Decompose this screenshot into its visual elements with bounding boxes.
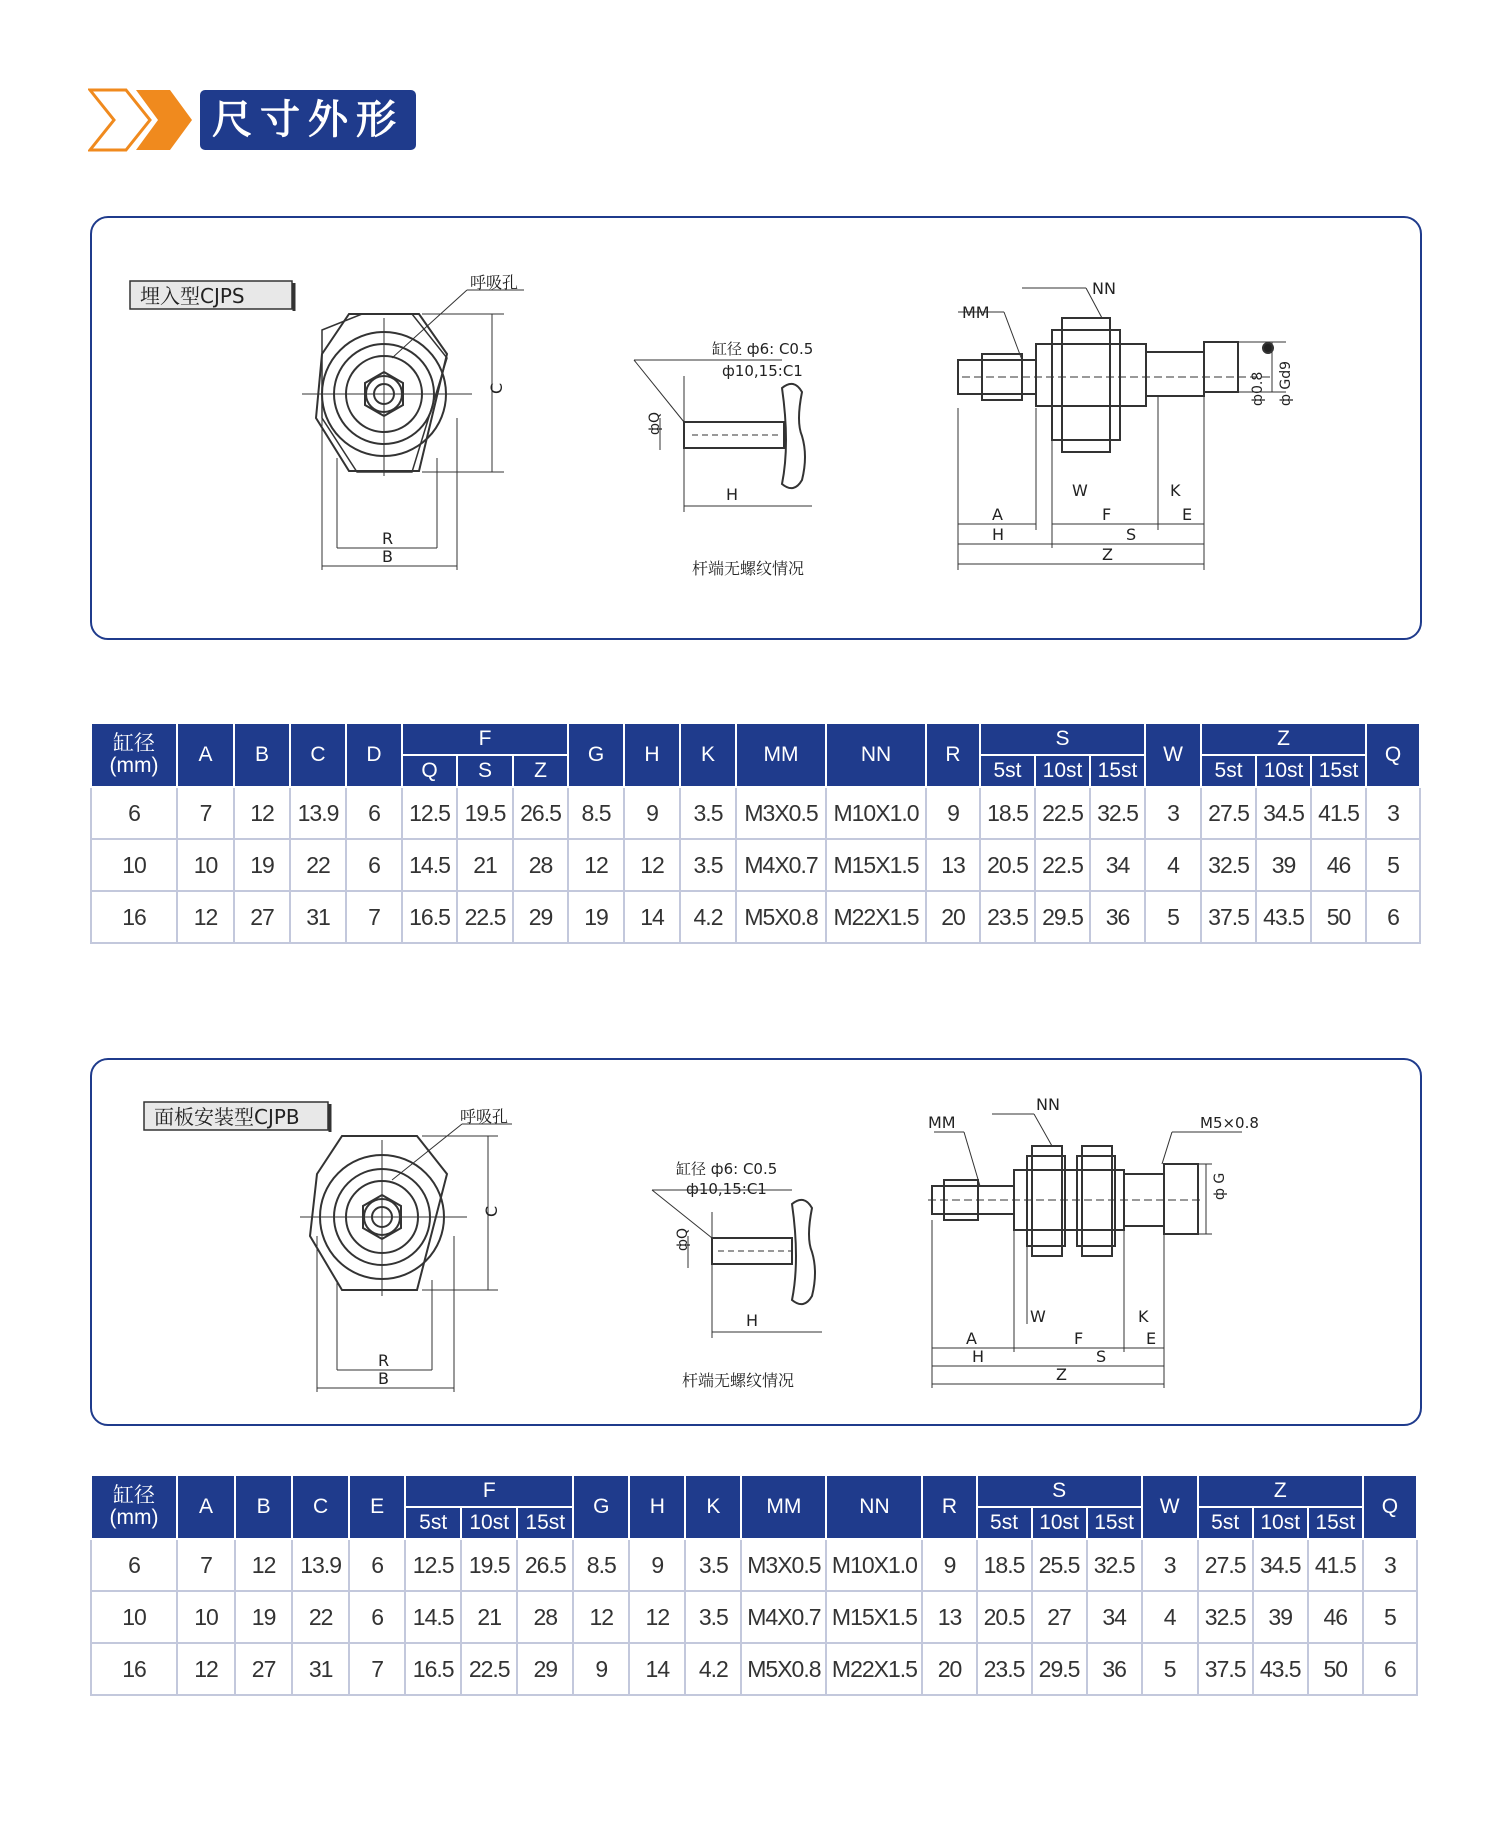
table-cell: M10X1.0 xyxy=(826,1539,922,1591)
table-cell: 3 xyxy=(1366,787,1420,839)
dim-E: E xyxy=(1146,1329,1157,1348)
header-R: R xyxy=(922,1475,976,1539)
spec-table-cjpb xyxy=(90,1474,1418,1696)
dim-E: E xyxy=(1182,505,1193,524)
header-S-sub: 10st xyxy=(1032,1507,1087,1539)
table-cell: 9 xyxy=(624,787,680,839)
dim-Z: Z xyxy=(1056,1365,1067,1384)
dim-MM: MM xyxy=(962,303,990,322)
bore-note-2: ф10,15:C1 xyxy=(722,362,803,380)
bore-note-2: ф10,15:C1 xyxy=(686,1180,767,1198)
table-cell: 34 xyxy=(1087,1591,1142,1643)
dim-H2: H xyxy=(992,525,1005,544)
drawing-panel-cjpb xyxy=(90,1058,1422,1426)
table-row xyxy=(91,1643,1417,1695)
table-cell: 46 xyxy=(1311,839,1366,891)
table-cell: 18.5 xyxy=(977,1539,1032,1591)
table-cell: 22 xyxy=(290,839,346,891)
table-cell: 28 xyxy=(513,839,568,891)
header-S: S xyxy=(977,1475,1142,1507)
table-cell: 27 xyxy=(234,891,290,943)
table-cell: 13.9 xyxy=(290,787,346,839)
header-C: C xyxy=(292,1475,349,1539)
breather-label: 呼吸孔 xyxy=(460,1107,509,1126)
table-cell: 19 xyxy=(234,839,290,891)
table-cell: 21 xyxy=(461,1591,517,1643)
table-cell: 6 xyxy=(349,1539,405,1591)
table-cell: 3 xyxy=(1145,787,1201,839)
table-cell: 39 xyxy=(1256,839,1311,891)
table-cell: 18.5 xyxy=(980,787,1035,839)
header-W: W xyxy=(1145,723,1201,787)
table-row xyxy=(91,1539,1417,1591)
table-cell: 31 xyxy=(292,1643,349,1695)
dim-K: K xyxy=(1138,1307,1149,1326)
table-cell: 32.5 xyxy=(1198,1591,1253,1643)
dim-NN: NN xyxy=(1092,279,1116,298)
double-chevron-icon xyxy=(88,88,194,152)
table-cell: 14.5 xyxy=(405,1591,461,1643)
table-cell: M5X0.8 xyxy=(736,891,826,943)
table-cell: 19.5 xyxy=(461,1539,517,1591)
table-cell: 27.5 xyxy=(1201,787,1256,839)
header-F-sub: 10st xyxy=(461,1507,517,1539)
header-NN: NN xyxy=(826,1475,922,1539)
header-K: K xyxy=(680,723,736,787)
table-cell: 16 xyxy=(91,1643,177,1695)
table-cell: 9 xyxy=(573,1643,629,1695)
table-cell: 32.5 xyxy=(1087,1539,1142,1591)
table-cell: 22.5 xyxy=(457,891,513,943)
table-cell: 39 xyxy=(1253,1591,1308,1643)
dim-Q: фQ xyxy=(675,1228,691,1251)
header-A: A xyxy=(177,723,234,787)
table-cell: 3.5 xyxy=(685,1539,741,1591)
table-cell: M15X1.5 xyxy=(826,839,926,891)
model-label: 埋入型CJPS xyxy=(140,284,245,308)
dim-H: H xyxy=(746,1311,759,1330)
header-Z-sub: 10st xyxy=(1256,755,1311,787)
header-F-sub: 5st xyxy=(405,1507,461,1539)
table-cell: 29 xyxy=(517,1643,573,1695)
header-bore: 缸径 (mm) xyxy=(91,723,177,787)
table-cell: M15X1.5 xyxy=(826,1591,922,1643)
table-cell: 22.5 xyxy=(461,1643,517,1695)
header-H: H xyxy=(629,1475,685,1539)
dim-C: C xyxy=(482,1205,501,1217)
table-cell: 32.5 xyxy=(1201,839,1256,891)
table-cell: M3X0.5 xyxy=(736,787,826,839)
table-row xyxy=(91,839,1420,891)
header-Z-sub: 5st xyxy=(1201,755,1256,787)
table-cell: 12 xyxy=(568,839,624,891)
table-cell: M3X0.5 xyxy=(741,1539,826,1591)
table-cell: 3 xyxy=(1142,1539,1198,1591)
dim-S: S xyxy=(1126,525,1137,544)
bore-note-1: 缸径 ф6: C0.5 xyxy=(712,340,814,358)
table-cell: 5 xyxy=(1142,1643,1198,1695)
header-H: H xyxy=(624,723,680,787)
table-cell: 27.5 xyxy=(1198,1539,1253,1591)
table-cell: 9 xyxy=(629,1539,685,1591)
table-cell: 22 xyxy=(292,1591,349,1643)
dim-Z: Z xyxy=(1102,545,1113,564)
table-cell: 50 xyxy=(1308,1643,1363,1695)
dim-W: W xyxy=(1030,1307,1046,1326)
header-bore: 缸径 (mm) xyxy=(91,1475,177,1539)
dim-R: R xyxy=(382,529,394,548)
table-cell: 12 xyxy=(177,1643,235,1695)
dim-M5: M5×0.8 xyxy=(1200,1114,1259,1132)
table-cell: 22.5 xyxy=(1035,839,1090,891)
table-cell: 7 xyxy=(346,891,402,943)
table-cell: 14 xyxy=(629,1643,685,1695)
table-cell: 6 xyxy=(1366,891,1420,943)
table-cell: 23.5 xyxy=(977,1643,1032,1695)
table-row xyxy=(91,787,1420,839)
spec-table-cjps xyxy=(90,722,1421,944)
header-B: B xyxy=(235,1475,292,1539)
table-cell: 6 xyxy=(346,787,402,839)
table-cell: 3.5 xyxy=(680,839,736,891)
header-Z-sub: 10st xyxy=(1253,1507,1308,1539)
table-cell: 27 xyxy=(1032,1591,1087,1643)
header-K: K xyxy=(685,1475,741,1539)
header-F-sub: 15st xyxy=(517,1507,573,1539)
table-cell: 19 xyxy=(568,891,624,943)
table-row xyxy=(91,1591,1417,1643)
table-cell: 20 xyxy=(926,891,980,943)
table-cell: 7 xyxy=(177,787,234,839)
breather-label: 呼吸孔 xyxy=(470,273,519,292)
table-cell: 13 xyxy=(922,1591,976,1643)
table-cell: 20.5 xyxy=(980,839,1035,891)
table-cell: 7 xyxy=(349,1643,405,1695)
table-cell: M22X1.5 xyxy=(826,891,926,943)
dim-W: W xyxy=(1072,481,1088,500)
table-cell: 43.5 xyxy=(1256,891,1311,943)
table-cell: 12.5 xyxy=(402,787,457,839)
table-cell: 7 xyxy=(177,1539,235,1591)
rod-end-view xyxy=(652,1190,822,1338)
table-cell: 12 xyxy=(629,1591,685,1643)
table-cell: 36 xyxy=(1090,891,1145,943)
drawing-panel-cjps xyxy=(90,216,1422,640)
dim-Q: фQ xyxy=(647,412,663,435)
table-cell: 50 xyxy=(1311,891,1366,943)
table-cell: 32.5 xyxy=(1090,787,1145,839)
table-cell: 37.5 xyxy=(1198,1643,1253,1695)
table-cell: M22X1.5 xyxy=(826,1643,922,1695)
dim-B: B xyxy=(378,1369,389,1388)
dim-phi08: ф0.8 xyxy=(1250,371,1266,406)
header-W: W xyxy=(1142,1475,1198,1539)
header-Q: Q xyxy=(1366,723,1420,787)
header-Z-sub: 5st xyxy=(1198,1507,1253,1539)
table-cell: 37.5 xyxy=(1201,891,1256,943)
table-cell: 26.5 xyxy=(517,1539,573,1591)
table-cell: 41.5 xyxy=(1308,1539,1363,1591)
header-S-sub: 5st xyxy=(980,755,1035,787)
dim-C: C xyxy=(487,382,506,394)
page-title: 尺寸外形 xyxy=(200,90,416,150)
table-cell: 34.5 xyxy=(1256,787,1311,839)
table-cell: 10 xyxy=(177,839,234,891)
rod-end-note: 杆端无螺纹情况 xyxy=(692,559,805,578)
table-cell: 8.5 xyxy=(568,787,624,839)
dim-F: F xyxy=(1074,1329,1084,1348)
table-cell: 25.5 xyxy=(1032,1539,1087,1591)
table-cell: 20 xyxy=(922,1643,976,1695)
table-cell: 14 xyxy=(624,891,680,943)
table-cell: 21 xyxy=(457,839,513,891)
bore-note-1: 缸径 ф6: C0.5 xyxy=(676,1160,778,1178)
front-view xyxy=(300,1124,512,1392)
dim-H2: H xyxy=(972,1347,985,1366)
table-cell: 29.5 xyxy=(1032,1643,1087,1695)
header-MM: MM xyxy=(741,1475,826,1539)
dim-MM: MM xyxy=(928,1113,956,1132)
dim-Gd9: ф Gd9 xyxy=(1278,360,1294,406)
dim-A: A xyxy=(992,505,1003,524)
dim-S: S xyxy=(1096,1347,1107,1366)
table-cell: 12 xyxy=(235,1539,292,1591)
table-cell: 6 xyxy=(1363,1643,1417,1695)
table-cell: 27 xyxy=(235,1643,292,1695)
table-cell: 12 xyxy=(234,787,290,839)
table-cell: 46 xyxy=(1308,1591,1363,1643)
table-cell: 6 xyxy=(91,787,177,839)
header-S-sub: 15st xyxy=(1090,755,1145,787)
header-Z-sub: 15st xyxy=(1308,1507,1363,1539)
table-cell: 36 xyxy=(1087,1643,1142,1695)
table-cell: 9 xyxy=(926,787,980,839)
header-F: F xyxy=(402,723,568,755)
table-cell: 20.5 xyxy=(977,1591,1032,1643)
header-G: G xyxy=(573,1475,629,1539)
table-cell: 31 xyxy=(290,891,346,943)
dim-R: R xyxy=(378,1351,390,1370)
header-D: D xyxy=(346,723,402,787)
table-cell: 34.5 xyxy=(1253,1539,1308,1591)
table-cell: 12 xyxy=(573,1591,629,1643)
table-cell: M10X1.0 xyxy=(826,787,926,839)
table-cell: 12 xyxy=(624,839,680,891)
table-cell: 13.9 xyxy=(292,1539,349,1591)
side-view xyxy=(958,288,1286,570)
table-cell: 19.5 xyxy=(457,787,513,839)
header-F-sub: Q xyxy=(402,755,457,787)
rod-end-view xyxy=(634,360,812,512)
table-cell: 3.5 xyxy=(685,1591,741,1643)
dim-G: ф G xyxy=(1212,1172,1228,1200)
table-cell: M4X0.7 xyxy=(741,1591,826,1643)
front-view xyxy=(302,290,524,570)
header-B: B xyxy=(234,723,290,787)
table-cell: 23.5 xyxy=(980,891,1035,943)
table-cell: 12.5 xyxy=(405,1539,461,1591)
table-cell: 5 xyxy=(1145,891,1201,943)
header-F-sub: S xyxy=(457,755,513,787)
table-cell: 29.5 xyxy=(1035,891,1090,943)
header-R: R xyxy=(926,723,980,787)
table-cell: 43.5 xyxy=(1253,1643,1308,1695)
table-cell: 4 xyxy=(1145,839,1201,891)
table-cell: 22.5 xyxy=(1035,787,1090,839)
header-S-sub: 15st xyxy=(1087,1507,1142,1539)
header-A: A xyxy=(177,1475,235,1539)
table-cell: 5 xyxy=(1363,1591,1417,1643)
technical-drawing-cjpb xyxy=(92,1060,1420,1424)
technical-drawing-cjps xyxy=(92,218,1420,638)
header-E: E xyxy=(349,1475,405,1539)
table-cell: 34 xyxy=(1090,839,1145,891)
table-cell: 5 xyxy=(1366,839,1420,891)
table-cell: 4 xyxy=(1142,1591,1198,1643)
table-cell: 10 xyxy=(177,1591,235,1643)
table-cell: 3 xyxy=(1363,1539,1417,1591)
dim-F: F xyxy=(1102,505,1112,524)
header-S-sub: 10st xyxy=(1035,755,1090,787)
table-cell: 6 xyxy=(346,839,402,891)
table-cell: 16.5 xyxy=(402,891,457,943)
header-S: S xyxy=(980,723,1145,755)
table-cell: 29 xyxy=(513,891,568,943)
dim-B: B xyxy=(382,547,393,566)
dim-A: A xyxy=(966,1329,977,1348)
table-cell: 9 xyxy=(922,1539,976,1591)
table-cell: 13 xyxy=(926,839,980,891)
table-cell: 19 xyxy=(235,1591,292,1643)
header-NN: NN xyxy=(826,723,926,787)
header-F: F xyxy=(405,1475,573,1507)
table-cell: 6 xyxy=(349,1591,405,1643)
table-cell: 4.2 xyxy=(680,891,736,943)
table-cell: 10 xyxy=(91,1591,177,1643)
dim-K: K xyxy=(1170,481,1181,500)
table-cell: 12 xyxy=(177,891,234,943)
table-row xyxy=(91,891,1420,943)
header-C: C xyxy=(290,723,346,787)
table-cell: M4X0.7 xyxy=(736,839,826,891)
header-F-sub: Z xyxy=(513,755,568,787)
dim-H: H xyxy=(726,485,739,504)
table-cell: 16.5 xyxy=(405,1643,461,1695)
table-cell: 14.5 xyxy=(402,839,457,891)
table-cell: 6 xyxy=(91,1539,177,1591)
table-cell: 4.2 xyxy=(685,1643,741,1695)
model-label: 面板安装型CJPB xyxy=(154,1105,300,1129)
table-cell: 26.5 xyxy=(513,787,568,839)
dim-NN: NN xyxy=(1036,1095,1060,1114)
table-cell: 10 xyxy=(91,839,177,891)
table-cell: 16 xyxy=(91,891,177,943)
header-S-sub: 5st xyxy=(977,1507,1032,1539)
table-cell: 28 xyxy=(517,1591,573,1643)
header-MM: MM xyxy=(736,723,826,787)
table-cell: 41.5 xyxy=(1311,787,1366,839)
header-Z: Z xyxy=(1201,723,1366,755)
table-cell: 8.5 xyxy=(573,1539,629,1591)
header-Z-sub: 15st xyxy=(1311,755,1366,787)
header-Z: Z xyxy=(1198,1475,1363,1507)
table-cell: 3.5 xyxy=(680,787,736,839)
header-G: G xyxy=(568,723,624,787)
rod-end-note: 杆端无螺纹情况 xyxy=(682,1371,795,1390)
header-Q: Q xyxy=(1363,1475,1417,1539)
table-cell: M5X0.8 xyxy=(741,1643,826,1695)
